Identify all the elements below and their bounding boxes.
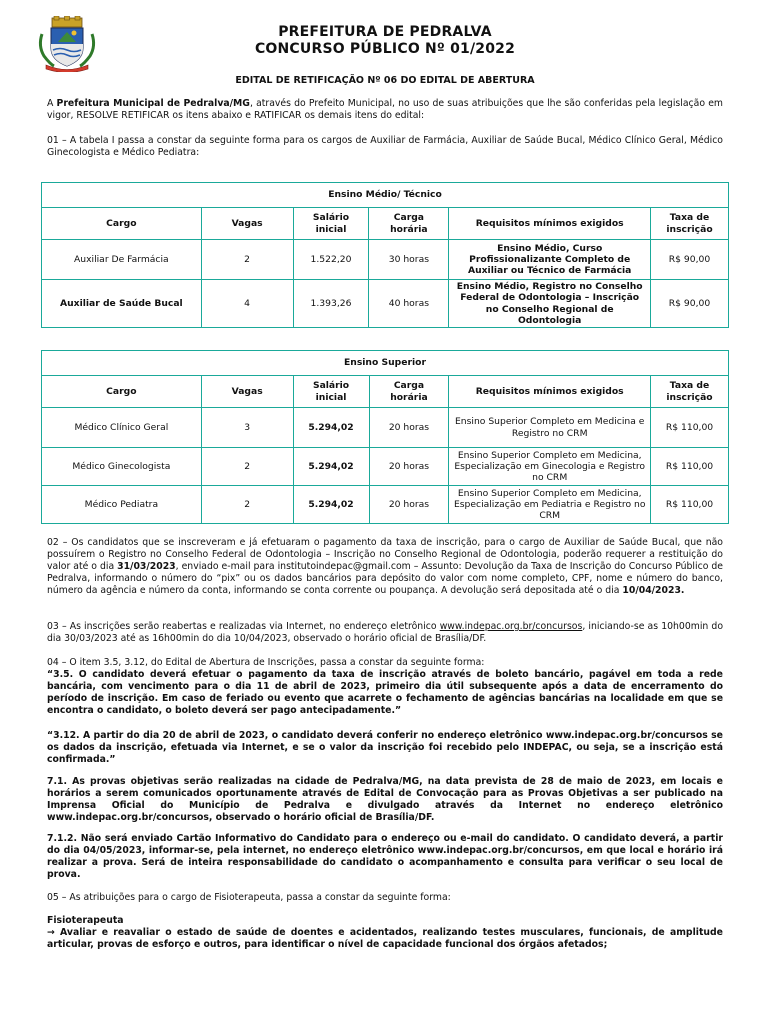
cell-salario: 1.393,26 — [293, 280, 369, 328]
cell-carga: 30 horas — [369, 240, 449, 280]
table-row — [42, 486, 729, 524]
item-01: 01 – A tabela I passa a constar da seguinte forma para os cargos de Auxiliar de Farmácia, Auxiliar de Saúde Bucal, Médico Clínico Geral, Médico Ginecologista e Médico Pediatra: — [47, 135, 723, 158]
col-header: Requisitos mínimos exigidos — [449, 376, 651, 408]
cell-carga: 40 horas — [369, 280, 449, 328]
cell-requisitos: Ensino Médio, Registro no Conselho Federal de Odontologia – Inscrição no Conselho Regional de Odontologia — [449, 280, 651, 328]
item-03-text-b: , iniciando-se as 10h00min do dia 30/03/2023 até as 16h00min do dia 10/04/2023, observado o horário oficial de Brasília/DF. — [47, 621, 724, 644]
cell-carga: 20 horas — [369, 486, 449, 524]
table-caption: Ensino Superior — [42, 351, 729, 376]
col-header: Requisitos mínimos exigidos — [449, 208, 651, 240]
col-header: Cargo — [42, 376, 202, 408]
intro-prefeitura: Prefeitura Municipal de Pedralva/MG — [56, 98, 250, 109]
cell-requisitos: Ensino Superior Completo em Medicina, Especialização em Pediatria e Registro no CRM — [449, 486, 651, 524]
col-header: Taxa de inscrição — [651, 208, 729, 240]
cell-cargo: Médico Pediatra — [42, 486, 202, 524]
table-row — [42, 408, 729, 448]
fisio-title: Fisioterapeuta — [47, 915, 124, 926]
cell-taxa: R$ 90,00 — [651, 240, 729, 280]
item-3-12: “3.12. A partir do dia 20 de abril de 2023, o candidato deverá conferir no endereço eletrônico www.indepac.org.br/concursos se os dados da inscrição, efetuada via Internet, e se o valor da inscrição foi recebido pelo INDEPAC, ou seja, se a inscrição está confirmada.” — [47, 730, 723, 765]
item-02-text-b: , enviado e-mail para institutoindepac@gmail.com – Assunto: Devolução da Taxa de Inscrição do Concurso Público de Pedralva, informando o número do “pix” ou os dados bancários para depósito do valor com nome completo, CPF, nome e número do banco, número da agência e número da conta, informando se conta corrente ou poupança. A devolução será depositada até o dia — [47, 561, 723, 596]
header-concurso: CONCURSO PÚBLICO Nº 01/2022 — [254, 41, 516, 57]
cell-salario: 5.294,02 — [293, 448, 369, 486]
cell-cargo: Auxiliar de Saúde Bucal — [42, 280, 202, 328]
table-ensino-medio — [41, 182, 729, 328]
cell-taxa: R$ 110,00 — [651, 486, 729, 524]
intro-post: , através do Prefeito Municipal, no uso de suas atribuições que lhe são conferidas pela legislação em vigor, RESOLVE RETIFICAR os itens abaixo e RATIFICAR os demais itens do edital: — [47, 98, 723, 121]
item-04: 04 – O item 3.5, 3.12, do Edital de Abertura de Inscrições, passa a constar da seguinte forma: — [47, 657, 485, 668]
item-3-5: “3.5. O candidato deverá efetuar o pagamento da taxa de inscrição através de boleto bancário, pagável em toda a rede bancária, com vencimento para o dia 11 de abril de 2023, primeiro dia útil subsequente após a data de encerramento do período de inscrição. Em caso de feriado ou evento que acarrete o fechamento de agências bancárias na localidade em que se encontra o candidato, o boleto deverá ser pago antecipadamente.” — [47, 669, 723, 716]
col-header: Cargo — [42, 208, 202, 240]
cell-requisitos: Ensino Médio, Curso Profissionalizante Completo de Auxiliar ou Técnico de Farmácia — [449, 240, 651, 280]
item-02 — [47, 537, 723, 597]
col-header: Carga horária — [369, 376, 449, 408]
item-7-1: 7.1. As provas objetivas serão realizadas na cidade de Pedralva/MG, na data prevista de 28 de maio de 2023, em locais e horários a serem comunicados oportunamente através de Edital de Convocação para as Provas Objetivas a ser publicado na Imprensa Oficial do Município de Pedralva e divulgado através da Internet no endereço eletrônico www.indepac.org.br/concursos, observado o horário oficial de Brasília/DF. — [47, 776, 723, 823]
col-header: Salário inicial — [293, 208, 369, 240]
refund-deadline: 31/03/2023 — [117, 561, 176, 572]
cell-carga: 20 horas — [369, 448, 449, 486]
table-ensino-superior — [41, 350, 729, 524]
item-05: 05 – As atribuições para o cargo de Fisioterapeuta, passa a constar da seguinte forma: — [47, 892, 451, 903]
item-03-text: 03 – As inscrições serão reabertas e realizadas via Internet, no endereço eletrônico — [47, 621, 440, 632]
item-02-text: 02 – Os candidatos que se inscreveram e já efetuaram o pagamento da taxa de inscrição, para o cargo de Auxiliar de Saúde Bucal, que não possuírem o Registro no Conselho Federal de Odontologia – Inscrição no Conselho Regional de Odontologia, poderão requerer a restituição do valor até o dia — [47, 537, 723, 572]
item-7-1-2: 7.1.2. Não será enviado Cartão Informativo do Candidato para o endereço ou e-mail do candidato. O candidato deverá, a partir do dia 04/05/2023, informar-se, pela internet, no endereço eletrônico www.indepac.org.br/concursos, em que local e horário irá realizar a prova. Será de inteira responsabilidade do candidato o acompanhamento e consulta para verificar o seu local de prova. — [47, 833, 723, 880]
col-header: Vagas — [201, 208, 293, 240]
cell-salario: 5.294,02 — [293, 486, 369, 524]
cell-vagas: 2 — [201, 486, 293, 524]
indepac-link[interactable]: www.indepac.org.br/concursos — [439, 621, 583, 632]
col-header: Carga horária — [369, 208, 449, 240]
cell-requisitos: Ensino Superior Completo em Medicina, Especialização em Ginecologia e Registro no CRM — [449, 448, 651, 486]
table-row — [42, 448, 729, 486]
cell-carga: 20 horas — [369, 408, 449, 448]
deposit-date: 10/04/2023. — [622, 585, 685, 596]
cell-taxa: R$ 90,00 — [651, 280, 729, 328]
cell-vagas: 4 — [201, 280, 293, 328]
col-header: Taxa de inscrição — [651, 376, 729, 408]
table-row — [42, 240, 729, 280]
col-header: Salário inicial — [293, 376, 369, 408]
cell-salario: 1.522,20 — [293, 240, 369, 280]
cell-cargo: Médico Clínico Geral — [42, 408, 202, 448]
fisio-text: → Avaliar e reavaliar o estado de saúde de doentes e acidentados, realizando testes musculares, funcionais, de amplitude articular, provas de esforço e outros, para identificar o nível de capacidade funcional dos órgãos afetados; — [47, 927, 723, 950]
edital-title: EDITAL DE RETIFICAÇÃO Nº 06 DO EDITAL DE ABERTURA — [235, 75, 535, 86]
header-prefeitura: PREFEITURA DE PEDRALVA — [278, 24, 492, 40]
cell-cargo: Auxiliar De Farmácia — [42, 240, 202, 280]
cell-vagas: 3 — [201, 408, 293, 448]
intro-paragraph — [47, 98, 723, 122]
cell-taxa: R$ 110,00 — [651, 448, 729, 486]
item-03 — [47, 621, 723, 645]
cell-salario: 5.294,02 — [293, 408, 369, 448]
cell-taxa: R$ 110,00 — [651, 408, 729, 448]
table-caption: Ensino Médio/ Técnico — [42, 183, 729, 208]
cell-requisitos: Ensino Superior Completo em Medicina e Registro no CRM — [449, 408, 651, 448]
col-header: Vagas — [201, 376, 293, 408]
cell-vagas: 2 — [201, 240, 293, 280]
table-row — [42, 280, 729, 328]
cell-cargo: Médico Ginecologista — [42, 448, 202, 486]
cell-vagas: 2 — [201, 448, 293, 486]
intro-pre: A — [47, 98, 57, 109]
